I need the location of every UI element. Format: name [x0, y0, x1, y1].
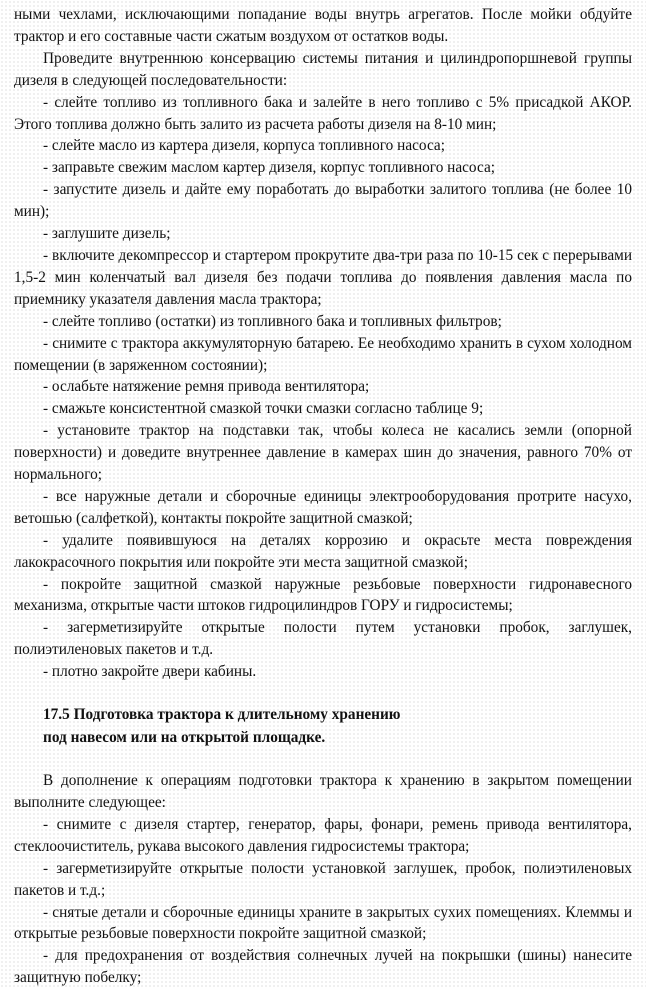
list-item: - все наружные детали и сборочные единицы электрооборудования протрите насухо, ветошью (салфеткой), контакты покройте защитной смазкой;: [14, 487, 632, 527]
list-item: - загерметизируйте открытые полости установкой заглушек, пробок, полиэтиленовых пакетов и т.д.;: [14, 859, 632, 899]
list-item: - ослабьте натяжение ремня привода вентилятора;: [43, 378, 370, 396]
list-item: - слейте топливо из топливного бака и залейте в него топливо с 5% присадкой АКОР. Этого топлива должно быть залито из расчета работы дизеля на 8-10 мин;: [14, 93, 632, 133]
paragraph: ными чехлами, исключающими попадание воды внутрь агрегатов. После мойки обдуйте трактор и его составные части сжатым воздухом от остатков воды.: [14, 6, 632, 45]
list-item: - покройте защитной смазкой наружные резьбовые поверхности гидронавесного механизма, открытые части штоков гидроцилиндров ГОРУ и гидросистемы;: [14, 575, 632, 615]
list-item: - запустите дизель и дайте ему поработать до выработки залитого топлива (не более 10 мин);: [14, 181, 632, 221]
list-item: - снимите с дизеля стартер, генератор, фары, фонари, ремень привода вентилятора, стеклоочиститель, рукава высокого давления гидросистемы трактора;: [14, 815, 632, 855]
list-item: - снимите с трактора аккумуляторную батарею. Ее необходимо хранить в сухом холодном помещении (в заряженном состоянии);: [14, 334, 632, 374]
list-item: - смажьте консистентной смазкой точки смазки согласно таблице 9;: [43, 400, 484, 418]
section-heading: [14, 704, 632, 749]
list-item: - для предохранения от воздействия солнечных лучей на покрышки (шины) нанесите защитную побелку;: [14, 947, 632, 987]
section-heading-line-1: 17.5 Подготовка трактора к длительному хранению: [43, 706, 401, 724]
list-item: - установите трактор на подставки так, чтобы колеса не касались земли (опорной поверхности) и доведите внутреннее давление в камерах шин до значения, равного 70% от нормального;: [14, 422, 632, 484]
list-item: - включите декомпрессор и стартером прокрутите два-три раза по 10-15 сек с перерывами 1,5-2 мин коленчатый вал дизеля без подачи топлива до появления давления масла по приемнику указателя давления масла трактора;: [14, 246, 632, 308]
list-item: - удалите появившуюся на деталях коррозию и окрасьте места повреждения лакокрасочного покрытия или покройте эти места защитной смазкой;: [14, 531, 632, 571]
list-item: - снятые детали и сборочные единицы храните в закрытых сухих помещениях. Клеммы и открытые резьбовые поверхности покройте защитной смазкой;: [14, 903, 632, 943]
list-item: - слейте топливо (остатки) из топливного бака и топливных фильтров;: [43, 312, 502, 330]
section-heading-line-2: под навесом или на открытой площадке.: [43, 728, 326, 746]
paragraph: Проведите внутреннюю консервацию системы питания и цилиндропоршневой группы дизеля в следующей последовательности:: [14, 49, 632, 89]
paragraph: В дополнение к операциям подготовки трактора к хранению в закрытом помещении выполните следующее:: [14, 772, 632, 811]
text-block-top: [14, 4, 632, 683]
text-block-bottom: [14, 770, 632, 989]
list-item: - плотно закройте двери кабины.: [43, 663, 257, 681]
list-item: - заглушите дизель;: [43, 225, 171, 243]
list-item: - заправьте свежим маслом картер дизеля, корпус топливного насоса;: [43, 159, 495, 177]
list-item: - загерметизируйте открытые полости путем установки пробок, заглушек, полиэтиленовых пакетов и т.д.: [14, 619, 632, 659]
list-item: - слейте масло из картера дизеля, корпуса топливного насоса;: [43, 137, 445, 155]
